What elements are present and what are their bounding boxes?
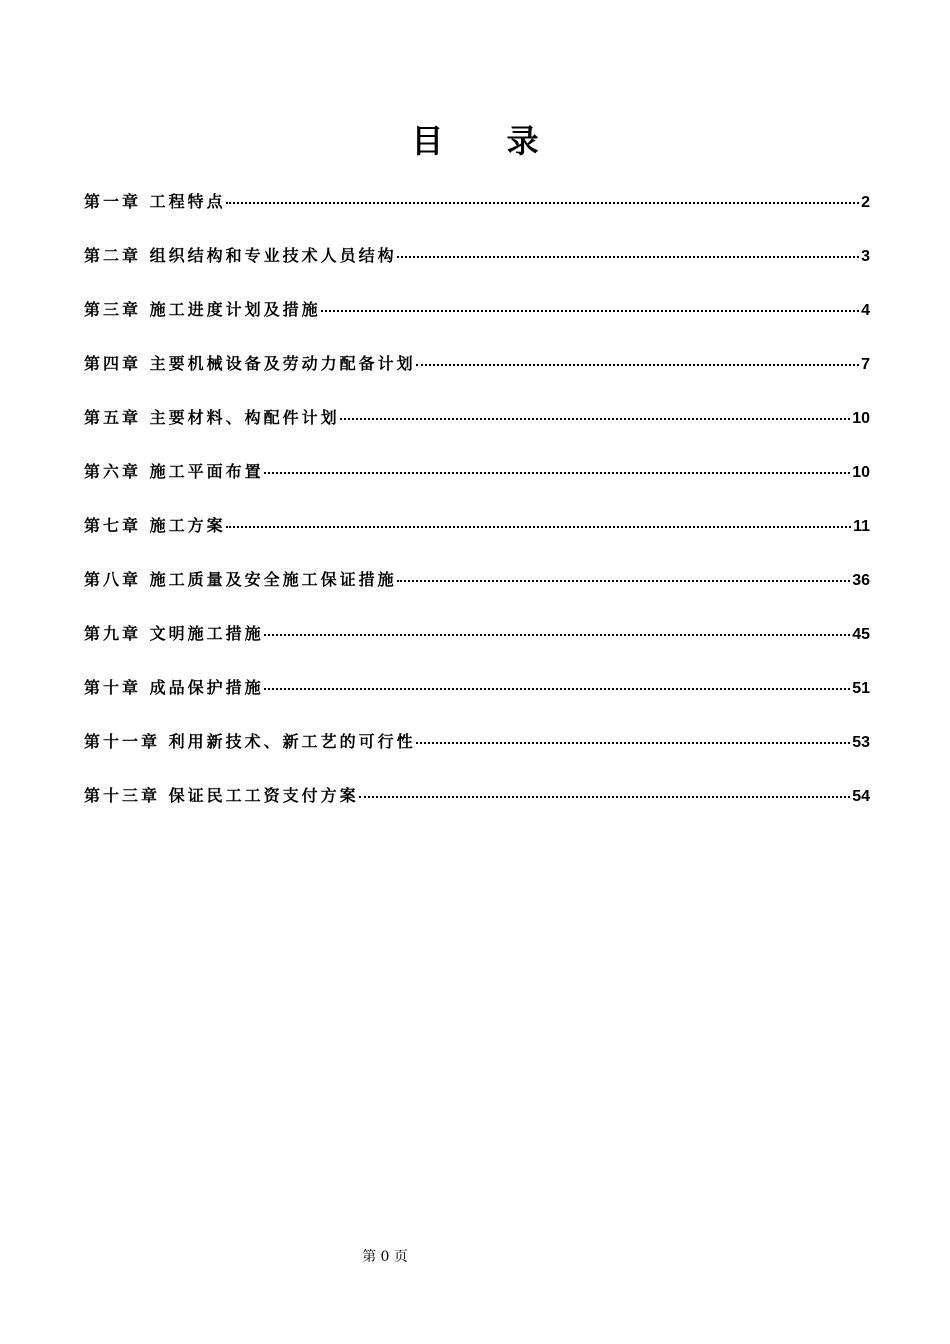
toc-entry-page: 51	[852, 680, 870, 697]
toc-entry-page: 11	[853, 518, 870, 535]
toc-entry[interactable]	[84, 458, 870, 512]
toc-entry[interactable]	[84, 620, 870, 674]
toc-entry[interactable]	[84, 566, 870, 620]
toc-entry-page: 53	[852, 734, 870, 751]
toc-entry[interactable]	[84, 674, 870, 728]
toc-leader-dots	[321, 310, 860, 312]
toc-entry-label: 第十章 成品保护措施	[84, 678, 264, 697]
toc-entry-page: 4	[861, 302, 870, 319]
toc-entry-label: 第四章 主要机械设备及劳动力配备计划	[84, 354, 416, 373]
toc-entry-label: 第六章 施工平面布置	[84, 462, 264, 481]
toc-entry-page: 3	[861, 248, 870, 265]
table-of-contents	[84, 188, 870, 836]
toc-entry[interactable]	[84, 350, 870, 404]
toc-leader-dots	[416, 364, 860, 366]
toc-leader-dots	[264, 472, 851, 474]
toc-entry-page: 54	[852, 788, 870, 805]
toc-leader-dots	[264, 688, 851, 690]
toc-entry-label: 第三章 施工进度计划及措施	[84, 300, 321, 319]
page-title: 目 录	[411, 122, 565, 160]
toc-entry[interactable]	[84, 242, 870, 296]
toc-leader-dots	[264, 634, 851, 636]
toc-entry-label: 第十三章 保证民工工资支付方案	[84, 786, 359, 805]
toc-entry-label: 第九章 文明施工措施	[84, 624, 264, 643]
toc-entry-page: 2	[861, 194, 870, 211]
toc-entry-page: 36	[852, 572, 870, 589]
toc-entry[interactable]	[84, 296, 870, 350]
toc-leader-dots	[416, 742, 851, 744]
toc-entry-page: 10	[852, 410, 870, 427]
toc-entry-label: 第八章 施工质量及安全施工保证措施	[84, 570, 397, 589]
toc-entry-page: 45	[852, 626, 870, 643]
toc-leader-dots	[226, 526, 852, 528]
toc-entry-label: 第一章 工程特点	[84, 192, 226, 211]
toc-entry-label: 第五章 主要材料、构配件计划	[84, 408, 340, 427]
toc-entry[interactable]	[84, 782, 870, 836]
toc-leader-dots	[226, 202, 860, 204]
toc-entry-label: 第二章 组织结构和专业技术人员结构	[84, 246, 397, 265]
toc-leader-dots	[397, 580, 851, 582]
toc-entry-label: 第十一章 利用新技术、新工艺的可行性	[84, 732, 416, 751]
toc-leader-dots	[397, 256, 860, 258]
toc-entry[interactable]	[84, 512, 870, 566]
toc-leader-dots	[340, 418, 851, 420]
toc-entry[interactable]	[84, 404, 870, 458]
toc-entry[interactable]	[84, 188, 870, 242]
toc-leader-dots	[359, 796, 851, 798]
toc-entry[interactable]	[84, 728, 870, 782]
toc-entry-label: 第七章 施工方案	[84, 516, 226, 535]
page-number-footer: 第 0 页	[362, 1249, 408, 1265]
toc-entry-page: 10	[852, 464, 870, 481]
toc-entry-page: 7	[861, 356, 870, 373]
